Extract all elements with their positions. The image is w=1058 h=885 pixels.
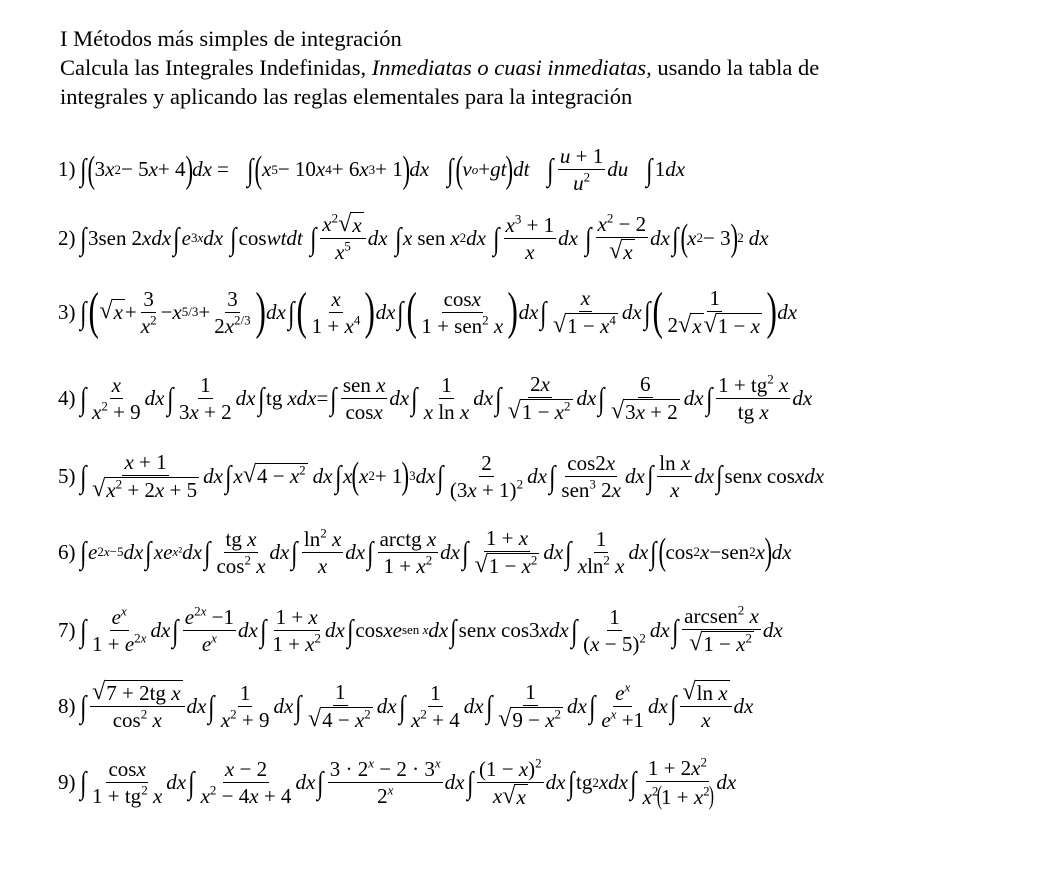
exercise-row-5: 5) ∫ x + 1 √ $x^2 + 2x + 5$ dx ∫ x √ $4 - x^2$ dx ∫ x ( x 2 + 1 ) 3 dx ∫ $\frac{2}{(3x + 1)^2}$ dx ∫ $\frac{\cos 2x}{sen^3 2x}$ dx ∫ $\frac{\text{ln x}}{x}$ dx ∫ sen x cos xdx	[58, 450, 825, 503]
instructions-line-2: Calcula las Integrales Indefinidas, Inmediatas o cuasi inmediatas, usando la tabla de	[60, 55, 820, 80]
integral-sign: ∫	[172, 612, 179, 648]
integral-sign: ∫	[79, 688, 86, 724]
integral-sign: ∫	[588, 688, 596, 724]
integral-sign: ∫	[646, 458, 654, 494]
exercise-row-4: 4) ∫ $\frac{x}{x^2 + 9}$ dx ∫ $\frac{1}{3x + 2}$ dx ∫ tg xdx = ∫ $\frac{\text{sen x}}{\cos x}$ dx ∫ $\frac{1}{\text{x ln x}}$ dx ∫ 2x √ $1 - x^2$ dx ∫ 6 √ 3x + 2 dx ∫ $\frac{1 + tg^2 x}{\text{tg x}}$ dx	[58, 371, 813, 425]
integral-sign: ∫	[79, 534, 86, 570]
integral-sign: ∫	[173, 220, 180, 256]
exercise-row-6: 6) ∫ e 2x−5 dx ∫ xe x² dx ∫ $\frac{\text{tg x}}{\cos^2 x}$ dx ∫ $\frac{\ln^2 x}{x}$ dx ∫ $\frac{\text{arctg x}}{1 + x^2}$ dx ∫ 1 + x √ $1 - x^2$ dx ∫ $\frac{1}{xln^2 x}$ dx ∫ ( cos 2 x − sen 2 x ) dx	[58, 525, 792, 579]
integral-sign: ∫	[565, 534, 572, 570]
integral-sign: ∫	[208, 688, 215, 724]
integral-sign: ∫	[570, 612, 578, 648]
integral-sign: ∫	[287, 294, 295, 330]
integral-sign: ∫	[495, 380, 502, 416]
integral-sign: ∫	[646, 152, 653, 188]
exercise-row-3: 3) ∫ ( √ x + $\frac{3}{x^2}$ − x 5/3 + $\frac{3}{2x^{2/3}}$ ) dx ∫ ( $\frac{x}{1 + x^4}$ ) dx ∫ ( $\frac{\cos x}{1 + sen^2 x}$ ) dx ∫ x √ $1 - x^4$ dx ∫ ( 1 2 √ x √ 1 − x ) dx	[58, 283, 798, 341]
exercise-row-9: 9) ∫ $\frac{\cos x}{1 + tg^2 x}$ dx ∫ $\frac{x - 2}{x^2 - 4x + 4}$ dx ∫ $\frac{3 \cdot 2^x - 2 \cdot 3^x}{2^x}$ dx ∫ $(1 - x)^2$ x √ x dx ∫ tg 2 xdx ∫ $\frac{1 + 2x^2}{x^2(1 + x^2)}$ dx	[58, 754, 737, 811]
instructions-header	[60, 24, 1040, 111]
integral-sign: ∫	[145, 534, 152, 570]
integral-sign: ∫	[462, 534, 469, 570]
integral-sign: ∫	[585, 220, 592, 256]
integral-sign: ∫	[716, 458, 723, 494]
integral-sign: ∫	[79, 458, 86, 494]
integral-sign: ∫	[643, 294, 651, 330]
integral-sign: ∫	[346, 612, 354, 648]
integral-sign: ∫	[224, 458, 232, 494]
integral-sign: ∫	[295, 688, 302, 724]
integral-sign: ∫	[317, 765, 324, 801]
integral-sign: ∫	[79, 220, 86, 256]
integral-sign: ∫	[246, 152, 254, 188]
row-label: 2)	[58, 225, 76, 250]
row-label: 4)	[58, 385, 76, 410]
instructions-line-3: integrales y aplicando las reglas elementales para la integración	[60, 84, 633, 109]
integral-sign: ∫	[230, 220, 237, 256]
integral-sign: ∫	[394, 220, 401, 256]
integral-sign: ∫	[334, 458, 341, 494]
integral-sign: ∫	[548, 458, 556, 494]
row-label: 8)	[58, 693, 76, 718]
integral-sign: ∫	[671, 612, 679, 648]
integral-sign: ∫	[259, 612, 267, 648]
integral-sign: ∫	[672, 220, 679, 256]
row-label: 7)	[58, 617, 76, 642]
integral-sign: ∫	[79, 765, 86, 801]
integral-sign: ∫	[291, 534, 298, 570]
integral-sign: ∫	[466, 765, 473, 801]
integral-sign: ∫	[188, 765, 195, 801]
exercise-row-2: 2) ∫ 3 sen 2 xdx ∫ e 3x dx ∫ cos wtdt ∫ $x^2$ √ x $x^5$ dx ∫ x sen x 2 dx ∫ $\frac{x^3 + 1}{x}$ dx ∫ $x^2 - 2$ √ x dx ∫ ( x 2 − 3 ) 2 dx	[58, 210, 769, 265]
integral-sign: ∫	[79, 294, 86, 330]
exercise-row-1: 1) ∫ ( 3 x 2 − 5 x + 4 ) dx = ∫ ( x 5 − 10 x 4 + 6 x 3 + 1 ) dx ∫ ( v o + gt ) dt ∫ $\frac{u + 1}{u^2}$ du ∫ 1 dx	[58, 144, 686, 196]
integral-sign: ∫	[437, 458, 444, 494]
row-label: 5)	[58, 463, 76, 488]
row-label: 3)	[58, 299, 76, 324]
integral-sign: ∫	[204, 534, 211, 570]
integral-sign: ∫	[598, 380, 605, 416]
integral-sign: ∫	[166, 380, 173, 416]
exercise-row-7: 7) ∫ $\frac{e^x}{1 + e^{2x}}$ dx ∫ $\frac{e^{2x} -1}{e^x}$ dx ∫ $\frac{1 + x}{1 + x^2}$ dx ∫ cos xe sen x dx ∫ sen x cos 3 xdx ∫ $\frac{1}{(x - 5)^2}$ dx ∫ arcsen$^2$ x √ $1 - x^2$ dx	[58, 602, 783, 657]
integral-sign: ∫	[547, 152, 554, 188]
integral-sign: ∫	[79, 152, 86, 188]
row-label: 9)	[58, 770, 76, 795]
row-label: 6)	[58, 539, 76, 564]
integral-sign: ∫	[398, 688, 406, 724]
section-title: I Métodos más simples de integración	[60, 26, 402, 51]
integral-sign: ∫	[257, 380, 264, 416]
integral-sign: ∫	[79, 380, 86, 416]
integral-sign: ∫	[367, 534, 374, 570]
integral-sign: ∫	[650, 534, 657, 570]
integral-sign: ∫	[447, 152, 454, 188]
integral-sign: ∫	[330, 380, 337, 416]
integral-sign: ∫	[630, 765, 637, 801]
integral-sign: ∫	[493, 220, 500, 256]
integral-sign: ∫	[309, 220, 317, 256]
integral-sign: ∫	[79, 612, 86, 648]
integral-sign: ∫	[485, 688, 493, 724]
integral-sign: ∫	[411, 380, 418, 416]
integral-sign: ∫	[567, 765, 574, 801]
integral-sign: ∫	[450, 612, 457, 648]
row-label: 1)	[58, 157, 76, 182]
integral-sign: ∫	[397, 294, 404, 330]
integral-sign: ∫	[540, 294, 547, 330]
integral-sign: ∫	[669, 688, 677, 724]
exercise-row-8: 8) ∫ √ 7 + 2tg x $\cos^2 x$ dx ∫ $\frac{1}{x^2 + 9}$ dx ∫ 1 √ $4 - x^2$ dx ∫ $\frac{1}{x^2 + 4}$ dx ∫ 1 √ $9 - x^2$ dx ∫ $\frac{e^x}{e^x +1}$ dx ∫ √ ln x x dx	[58, 678, 754, 733]
integral-sign: ∫	[705, 380, 713, 416]
